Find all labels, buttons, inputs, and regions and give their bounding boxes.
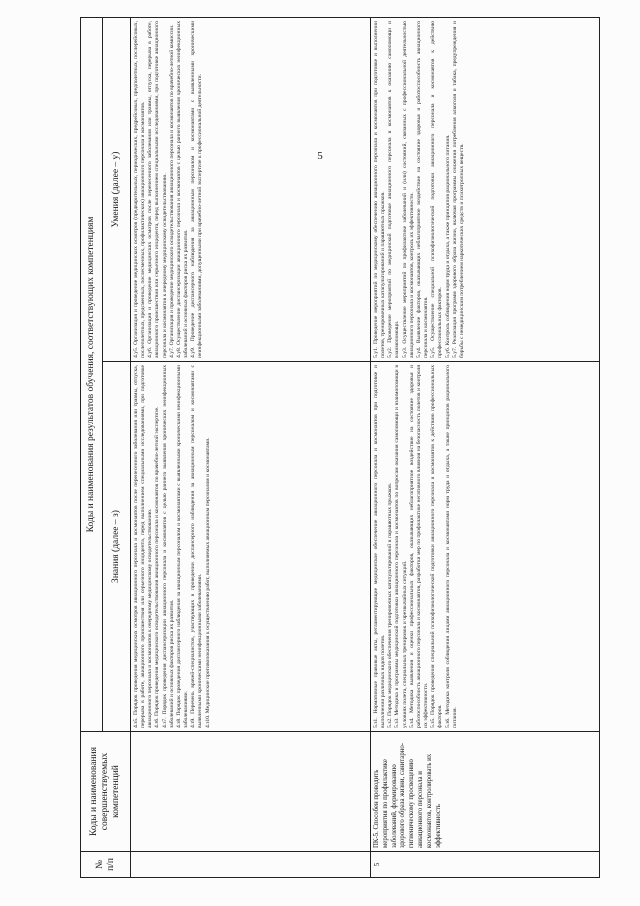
table-row [131,18,371,878]
rotated-table-container [80,18,600,878]
knowledge-item: 4.з7. Порядок проведения диспансеризации авиационного персонала и космонавтов с целью раннего выявления хронических неинфекционных заболеваний и основных факторов риска их развития. [161,365,175,728]
competency-table [80,17,600,878]
skill-item: 5.у3. Осуществление мероприятий по профилактике заболеваний и (или) состояний, связанных с профессиональной деятельностью авиационного персонала и космонавтов, контроль их эффективности. [401,21,415,358]
header-competency-codes: Коды и наименования совершенствуемых компетенций [81,732,131,852]
skill-item: 4.у7. Организация и проведение медицинского освидетельствования авиационного персонала и космонавтов по врачебно-летной комиссии. [168,24,175,358]
competency-cell: ПК-5. Способен проводить мероприятия по профилактике заболеваний, формированию здорового образа жизни, санитарно-гигиеническому просвещению авиационного персонала и космонавтов, контролировать их эффективность [371,732,600,852]
knowledge-item: 5.з6. Методика контроля соблюдения лицами авиационного персонала и космонавтами норм труда и отдыха, а также принципов рационального питания. [444,365,458,728]
knowledge-cell [371,362,600,732]
knowledge-item: 4.з6. Порядок проведения медицинского освидетельствования авиационного персонала и космонавтов по врачебно-летной экспертизе. [154,406,161,728]
skill-item: 5.у5. Осуществление специальной психофизиологической подготовки авиационного персонала и космонавтов к действию профессиональных факторов. [430,21,444,358]
knowledge-item: 5.з5. Порядок проведения специальной психофизиологической подготовки авиационного персонала и космонавтов к действию профессиональных факторов. [430,365,444,728]
skill-item: 5.у1. Проведение мероприятий по медицинскому обеспечению авиационного персонала и космонавтов при подготовке и выполнении полетов, тренировочных катапультирований и парашютных прыжков. [373,21,387,358]
skill-item: 5.у4. Выявление факторов, оказывающих неблагоприятное воздействие на состояние здоровья и работоспособность авиационного персонала и космонавтов. [415,21,430,358]
skills-cell [371,18,600,362]
skill-item: 4.у8. Осуществление диспансеризации авиационного персонала и космонавтов с целью раннего выявления хронических неинфекционных заболеваний и основных факторов риска их развития. [175,21,190,358]
page-number: 5 [317,150,323,162]
knowledge-item: 4.з5. Порядок проведения медицинских осмотров авиационного персонала и космонавтов после перенесенного заболевания или травмы, отпуска, перерыва в работе, авиационного происшествия или серьезного инцидента, перед выполнением специальными исследованиями, при подготовке авиационного персонала и космонавтов к очередному медицинскому освидетельствованию. [133,365,154,728]
header-learning-outcomes: Коды и наименования результатов обучения, соответствующих компетенциям [81,18,103,732]
knowledge-cell [131,362,371,732]
header-num: № п/п [81,852,131,878]
skill-item: 4.у9. Проведение диспансерного наблюдения за авиационным персоналом и космонавтами с выявленными хроническими неинфекционными заболеваниями, допущенными при врачебно-летной экспертизе к профессиональной деятельности. [190,21,204,358]
knowledge-item: 4.з8. Порядок проведения диспансерного наблюдения за авиационным персоналом и космонавтами с выявленными хроническими неинфекционными заболеваниями. [175,365,190,728]
knowledge-item: 4.з9. Перечень врачей-специалистов, участвующих в проведении диспансерного наблюдения за авиационным персоналом и космонавтами с выявленными хроническими неинфекционными заболеваниями. [190,365,204,728]
header-knowledge: Знания (далее – з) [103,362,131,732]
knowledge-item: 4.з10. Медицинские противопоказания к осуществлению работ, выполняемых авиационным персоналом и космонавтами. [204,437,211,728]
skill-item: 5.у6. Контроль соблюдения норм труда и отдыха, а также принципов рационального питания. [444,134,451,358]
row-number: 5 [371,852,600,878]
knowledge-item: 5.з1. Нормативные правовые акты, регламентирующие медицинское обеспечение авиационного персонала и космонавтов при подготовке и выполнении различных видов полетов. [373,365,387,728]
knowledge-item: 5.з4. Методика выявления и оценки профессиональных факторов, оказывающих неблагоприятное воздействие на состояние здоровья и работоспособность авиационного персонала и космонавтов, разработки мер по профилактике негативного влияния на безопасность полетов и контроля их эффективности. [408,365,430,728]
header-skills: Умения (далее – у) [103,18,131,362]
table-row [371,18,600,878]
row-number [131,852,371,878]
skill-item: 5.у7. Реализация программ здорового образа жизни, включая программы снижения потребления алкоголя и табака, предупреждения и борьбы с немедицинским потреблением наркотических средств и психотропных веществ. [451,21,465,358]
knowledge-item: 5.з2. Порядок медицинского обеспечения тренировочных катапультирований и парашютных прыжков. [387,482,394,728]
knowledge-item: 5.з3. Методика и программы медицинской подготовки авиационного персонала и космонавтов по вопросам оказания самопомощи и взаимопомощи в условиях полета, специальных тренировок и чрезвычайных ситуаций. [394,365,408,728]
skill-item: 5.у2. Проведение мероприятий по медицинской подготовке авиационного персонала и космонавтов к оказанию самопомощи и взаимопомощи. [387,21,401,358]
skill-item: 4.у6. Организация и проведение медицинских осмотров после перенесенного заболевания или травмы, отпуска, перерыва в работе, авиационного происшествия или серьезного инцидента, перед выполнением специальными исследованиями, при подготовке авиационного персонала и космонавтов к очередному медицинскому освидетельствованию. [147,21,168,358]
competency-cell [131,732,371,852]
skills-cell [131,18,371,362]
skill-item: 4.у5. Организация и проведение медицинских осмотров (предварительных, периодических, предрейсовых, предполетных, послерейсовых, послеполетных, предсменных, послесменных, профилактических) авиационного персонала и космонавтов. [133,21,147,358]
